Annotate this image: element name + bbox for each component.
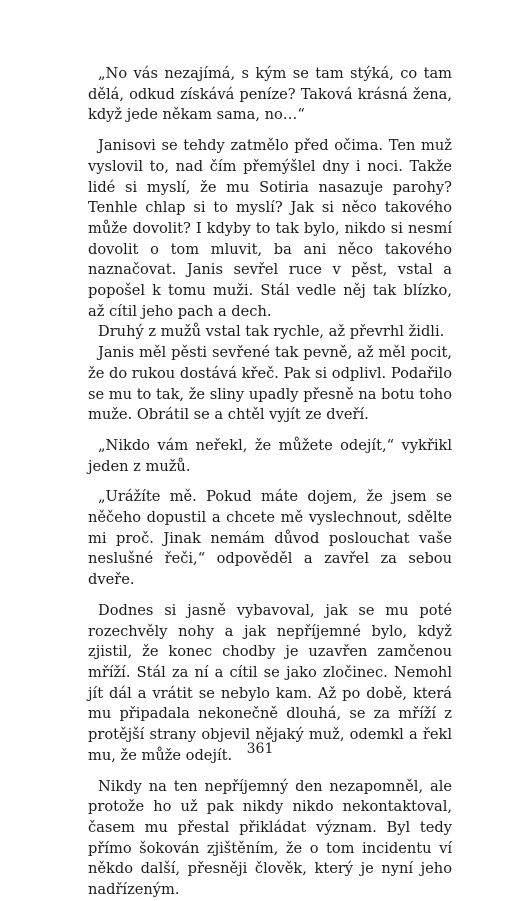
paragraph: Druhý z mužů vstal tak rychle, až převrhl židli.: [98, 323, 445, 341]
paragraph: Nikdy na ten nepříjemný den nezapomněl, ale protože ho už pak nikdy nikdo nekontaktoval, časem mu přestal přikládat význam. Byl tedy přímo šokován zjištěním, že o tom incidentu ví někdo další, přesněji člověk, který je nyní jeho nadřízeným.: [88, 777, 452, 899]
body-text: [88, 64, 452, 901]
page-number: 361: [246, 741, 274, 757]
paragraph: „Urážíte mě. Pokud máte dojem, že jsem se něčeho dopustil a chcete mě vyslechnout, sdělte mi proč. Jinak nemám důvod poslouchat vaše neslušné řeči,“ odpověděl a zavřel za sebou dveře.: [88, 488, 452, 589]
paragraph: „Nikdo vám neřekl, že můžete odejít,“ vykřikl jeden z mužů.: [88, 436, 452, 475]
paragraph: Janis měl pěsti sevřené tak pevně, až měl pocit, že do rukou dostává křeč. Pak si odplivl. Podařilo se mu to tak, že sliny upadly přesně na botu toho muže. Obrátil se a chtěl vyjít ze dveří.: [88, 344, 452, 424]
paragraph: Janisovi se tehdy zatmělo před očima. Ten muž vyslovil to, nad čím přemýšlel dny i noci. Takže lidé si myslí, že mu Sotiria nasazuje parohy? Tenhle chlap si to myslí? Jak si něco takového může dovolit? I kdyby to tak bylo, nikdo si nesmí dovolit o tom mluvit, ba ani něco takového naznačovat. Janis sevřel ruce v pěst, vstal a popošel k tomu muži. Stál vedle něj tak blízko, až cítil jeho pach a dech.: [88, 137, 452, 320]
paragraph: Dodnes si jasně vybavoval, jak se mu poté rozechvěly nohy a jak nepříjemné bylo, když zjistil, že konec chodby je uzavřen zamčenou mříží. Stál za ní a cítil se jako zločinec. Nemohl jít dál a vrátit se nebylo kam. Až po době, která mu připadala nekonečně dlouhá, se za mříží z protější strany objevil nějaký muž, odemkl a řekl mu, že může odejít.: [88, 601, 452, 764]
paragraph: „No vás nezajímá, s kým se tam stýká, co tam dělá, odkud získává peníze? Taková krásná žena, když jede někam sama, no…“: [88, 65, 452, 124]
